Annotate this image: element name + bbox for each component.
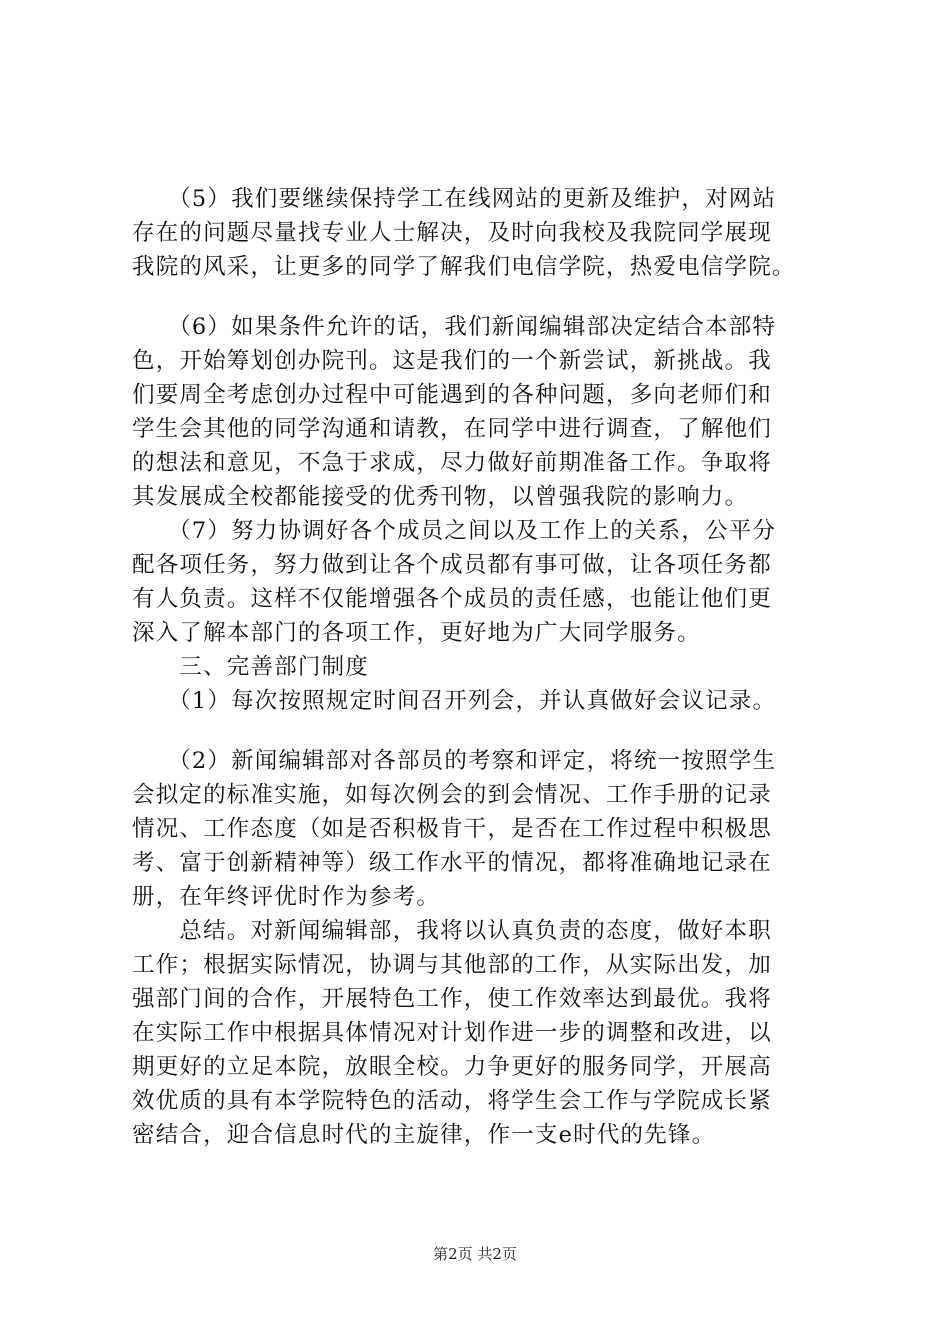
text-line: （6）如果条件允许的话，我们新闻编辑部决定结合本部特: [132, 314, 777, 340]
text-line: 密结合，迎合信息时代的主旋律，作一支e时代的先锋。: [132, 1122, 716, 1148]
text-line: （5）我们要继续保持学工在线网站的更新及维护，对网站: [132, 186, 777, 212]
text-line: 色，开始筹划创办院刊。这是我们的一个新尝试，新挑战。我: [132, 348, 772, 374]
text-line: （2）新闻编辑部对各部员的考察和评定，将统一按照学生: [132, 748, 777, 774]
text-line: 在实际工作中根据具体情况对计划作进一步的调整和改进，以: [132, 1020, 772, 1046]
text-line: 考、富于创新精神等）级工作水平的情况，都将准确地记录在: [132, 850, 772, 876]
text-line: 其发展成全校都能接受的优秀刊物，以曾强我院的影响力。: [132, 484, 749, 510]
text-line: 会拟定的标准实施，如每次例会的到会情况、工作手册的记录: [132, 782, 772, 808]
text-line: 情况、工作态度（如是否积极肯干，是否在工作过程中积极思: [132, 816, 772, 842]
text-line: 学生会其他的同学沟通和请教，在同学中进行调查，了解他们: [132, 416, 772, 442]
text-line: 配各项任务，努力做到让各个成员都有事可做，让各项任务都: [132, 552, 772, 578]
text-line: 的想法和意见，不急于求成，尽力做好前期准备工作。争取将: [132, 450, 772, 476]
text-line: （1）每次按照规定时间召开列会，并认真做好会议记录。: [132, 688, 777, 714]
text-line: 册，在年终评优时作为参考。: [132, 884, 441, 910]
page-number-footer: 第2页 共2页: [433, 1245, 517, 1263]
section-heading: 三、完善部门制度: [132, 654, 370, 680]
text-line: （7）努力协调好各个成员之间以及工作上的关系，公平分: [132, 518, 777, 544]
text-line: 强部门间的合作，开展特色工作，使工作效率达到最优。我将: [132, 986, 772, 1012]
text-line: 效优质的具有本学院特色的活动，将学生会工作与学院成长紧: [132, 1088, 772, 1114]
text-line: 我院的风采，让更多的同学了解我们电信学院，热爱电信学院。: [132, 254, 796, 280]
text-line: 期更好的立足本院，放眼全校。力争更好的服务同学，开展高: [132, 1054, 772, 1080]
text-line: 深入了解本部门的各项工作，更好地为广大同学服务。: [132, 620, 701, 646]
text-line: 总结。对新闻编辑部，我将以认真负责的态度，做好本职: [132, 918, 772, 944]
text-line: 存在的问题尽量找专业人士解决，及时向我校及我院同学展现: [132, 220, 772, 246]
text-line: 工作；根据实际情况，协调与其他部的工作，从实际出发，加: [132, 952, 772, 978]
text-line: 们要周全考虑创办过程中可能遇到的各种问题，多向老师们和: [132, 382, 772, 408]
text-line: 有人负责。这样不仅能增强各个成员的责任感，也能让他们更: [132, 586, 772, 612]
